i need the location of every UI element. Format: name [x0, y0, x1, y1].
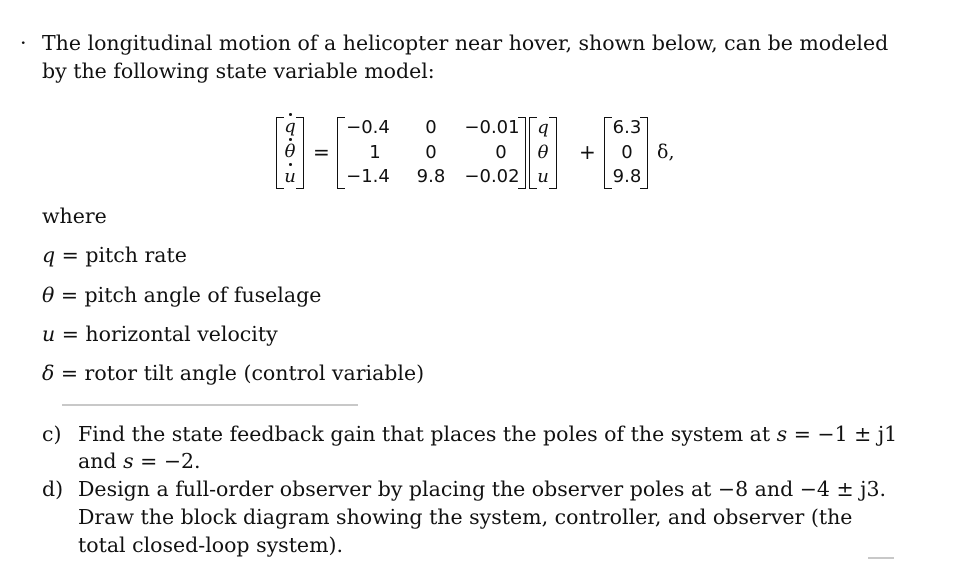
definition-delta: δ = rotor tilt angle (control variable) — [42, 361, 425, 385]
lhs-theta: θ — [284, 141, 296, 162]
x-u: u — [537, 166, 549, 187]
definition-q: q = pitch rate — [42, 243, 187, 267]
a-matrix-cell: 9.8 — [416, 166, 446, 187]
a-matrix-cell: −1.4 — [346, 166, 390, 187]
b-vector-cell: 9.8 — [612, 166, 642, 187]
a-matrix-cell: 0 — [425, 142, 437, 163]
definition-u: u = horizontal velocity — [42, 322, 278, 346]
a-matrix-cell: −0.01 — [464, 117, 520, 138]
b-vector-cell: 6.3 — [612, 117, 642, 138]
where-label: where — [42, 204, 107, 228]
input-delta: δ, — [657, 141, 675, 163]
part-d-label: d) — [42, 477, 64, 501]
x-theta: θ — [537, 142, 549, 163]
intro-line-2: by the following state variable model: — [42, 59, 435, 83]
cropped-text-remnant — [868, 557, 894, 559]
bullet-mark: · — [20, 31, 27, 55]
part-c-label: c) — [42, 422, 62, 446]
state-equation — [0, 0, 974, 200]
x-q: q — [537, 117, 549, 138]
a-matrix-cell: 0 — [425, 117, 437, 138]
part-c-line-1: Find the state feedback gain that places the poles of the system at s = −1 ± j1 — [78, 422, 898, 446]
intro-line-1: The longitudinal motion of a helicopter near hover, shown below, can be modeled — [42, 31, 889, 55]
a-matrix-cell: 1 — [369, 142, 381, 163]
cropped-text-remnant — [62, 404, 358, 406]
a-matrix-cell: −0.02 — [464, 166, 520, 187]
lhs-u: u — [284, 166, 296, 187]
lhs-q: q — [284, 116, 296, 137]
part-d-line-2: Draw the block diagram showing the system, controller, and observer (the — [78, 505, 853, 529]
definition-theta: θ = pitch angle of fuselage — [42, 283, 322, 307]
plus-sign: + — [579, 140, 596, 164]
b-vector-cell: 0 — [621, 142, 633, 163]
equals-sign: = — [313, 140, 330, 164]
part-d-line-3: total closed-loop system). — [78, 533, 344, 557]
a-matrix-cell: 0 — [495, 142, 507, 163]
a-matrix-cell: −0.4 — [346, 117, 390, 138]
part-d-line-1: Design a full-order observer by placing the observer poles at −8 and −4 ± j3. — [78, 477, 887, 501]
part-c-line-2: and s = −2. — [78, 449, 201, 473]
